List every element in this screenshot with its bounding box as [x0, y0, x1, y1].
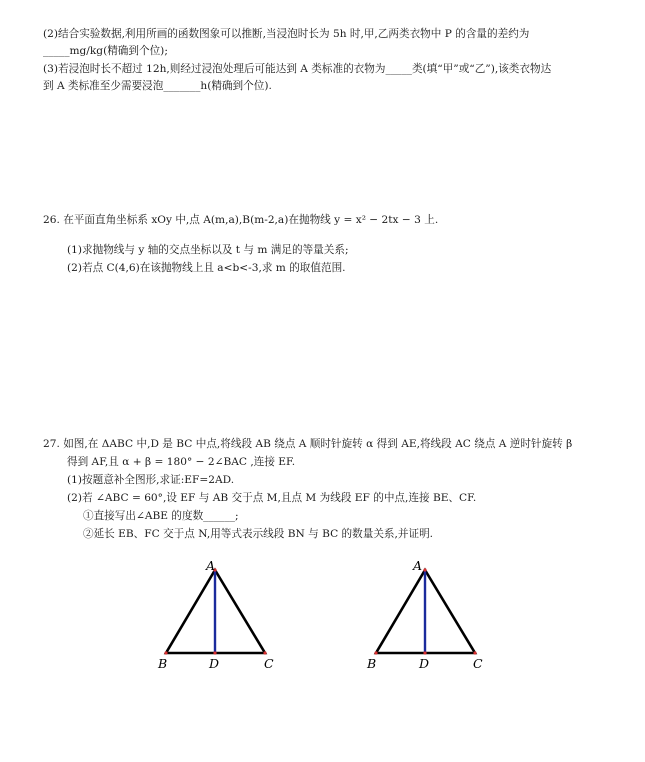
q27-sub-2: (2)若 ∠ABC = 60°,设 EF 与 AB 交于点 M,且点 M 为线段 EF 的中点,连接 BE、CF.: [67, 492, 477, 504]
q27-sub-2b: ②延长 EB、FC 交于点 N,用等式表示线段 BN 与 BC 的数量关系,并证明.: [83, 528, 434, 540]
q2-line-2: _____mg/kg(精确到个位);: [43, 45, 168, 57]
q27-sub-1: (1)按题意补全图形,求证:EF=2AD.: [67, 474, 235, 486]
q3-line-2: 到 A 类标准至少需要浸泡_______h(精确到个位).: [43, 80, 272, 92]
left-point-b: [164, 651, 167, 654]
right-point-c: [473, 651, 476, 654]
right-point-b: [374, 651, 377, 654]
left-label-b: B: [158, 656, 168, 671]
q26-sub-2: (2)若点 C(4,6)在该抛物线上且 a<b<-3,求 m 的取值范围.: [67, 262, 346, 274]
left-point-c: [263, 651, 266, 654]
left-point-d: [213, 651, 216, 654]
right-label-d: D: [419, 656, 430, 671]
left-label-a: A: [206, 558, 216, 573]
left-label-d: D: [209, 656, 220, 671]
q27-stem-2: 得到 AF,且 α + β = 180° − 2∠BAC ,连接 EF.: [67, 456, 296, 468]
q27-sub-2a: ①直接写出∠ABE 的度数______;: [83, 510, 239, 522]
right-point-d: [423, 651, 426, 654]
right-label-b: B: [367, 656, 377, 671]
q3-line-1: (3)若浸泡时长不超过 12h,则经过浸泡处理后可能达到 A 类标准的衣物为_____类(填“甲”或“乙”),该类衣物达: [43, 63, 552, 75]
right-label-a: A: [413, 558, 423, 573]
left-triangle-figure: [157, 558, 274, 671]
q26-stem: 26. 在平面直角坐标系 xOy 中,点 A(m,a),B(m-2,a)在抛物线 y = x² − 2tx − 3 上.: [43, 214, 439, 226]
right-label-c: C: [473, 656, 483, 671]
q27-stem-1: 27. 如图,在 ΔABC 中,D 是 BC 中点,将线段 AB 绕点 A 顺时针旋转 α 得到 AE,将线段 AC 绕点 A 逆时针旋转 β: [43, 438, 573, 450]
q26-sub-1: (1)求抛物线与 y 轴的交点坐标以及 t 与 m 满足的等量关系;: [67, 244, 349, 256]
q2-line-1: (2)结合实验数据,利用所画的函数图象可以推断,当浸泡时长为 5h 时,甲,乙两类衣物中 P 的含量的差约为: [43, 28, 530, 40]
left-label-c: C: [264, 656, 274, 671]
right-point-a: [423, 568, 426, 571]
right-triangle-figure: [366, 558, 483, 671]
